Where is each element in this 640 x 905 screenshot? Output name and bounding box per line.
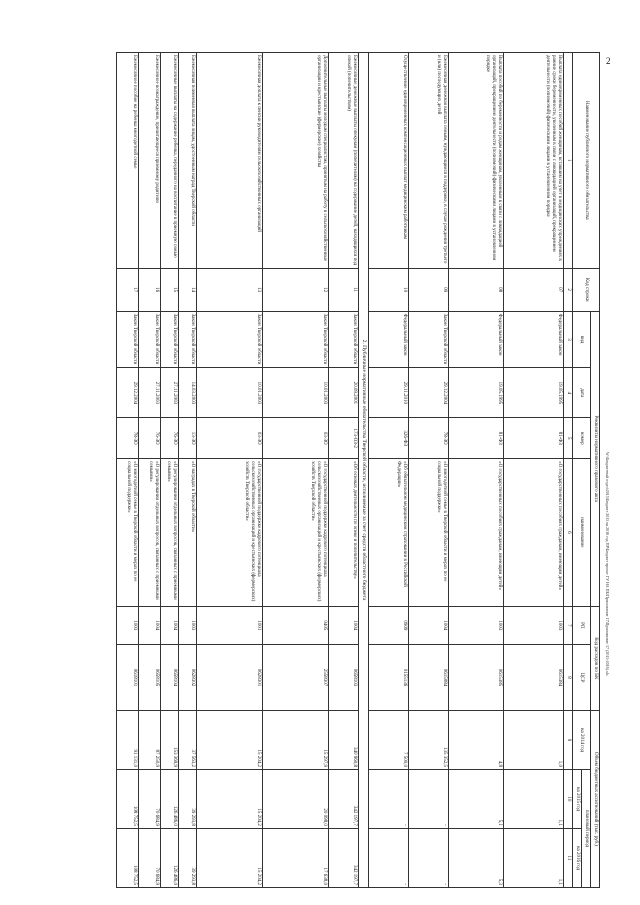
row-csr: 0658105 bbox=[139, 645, 161, 711]
index-cell: 8 bbox=[564, 645, 573, 711]
row-act-date: 29.11.2010 bbox=[369, 368, 409, 418]
row-act-title: «О государственных пособиях гражданам, имеющим детей» bbox=[504, 459, 564, 606]
row-act-title: «О государственных пособиях гражданам, имеющим детей» bbox=[449, 459, 504, 606]
index-cell: 9 bbox=[564, 710, 573, 769]
row-code: 13 bbox=[197, 268, 263, 311]
row-rp: 1004 bbox=[139, 606, 161, 645]
row-act-date: 19.05.1995 bbox=[504, 368, 564, 418]
row-act-date: 20.09.2001 bbox=[329, 368, 359, 418]
table-row bbox=[369, 53, 409, 888]
row-act-number: 03-ЗО bbox=[197, 418, 263, 459]
row-act-date: 10.01.2003 bbox=[197, 368, 263, 418]
row-act-number: 78-ЗО bbox=[409, 418, 449, 459]
header-rp: РП bbox=[573, 606, 591, 645]
row-act-type: Закон Тверской области bbox=[263, 311, 329, 368]
index-cell: 3 bbox=[564, 311, 573, 368]
table-row bbox=[329, 53, 359, 888]
row-act-type: Закон Тверской области bbox=[161, 311, 179, 368]
index-cell: 1 bbox=[564, 53, 573, 269]
row-act-type: Закон Тверской области bbox=[117, 311, 139, 368]
row-value-2014: 37 563,2 bbox=[179, 710, 197, 769]
row-value-2015: 126 486,0 bbox=[161, 769, 179, 828]
table-row bbox=[263, 53, 329, 888]
header-vid: вид bbox=[573, 311, 591, 368]
table-row bbox=[161, 53, 179, 888]
row-rp: 0909 bbox=[369, 606, 409, 645]
row-value-2015: 39 293,8 bbox=[179, 769, 197, 828]
index-cell: 7 bbox=[564, 606, 573, 645]
row-value-2015: 15 204,2 bbox=[197, 769, 263, 828]
row-name: Дополнительные выплаты молодым специалистам, принятым на работу в сельскохозяйственные организации и крестьянские (фермерские) хозяйства bbox=[263, 53, 329, 269]
header-code: Код строки bbox=[573, 268, 600, 311]
row-act-date: 29.12.2004 bbox=[409, 368, 449, 418]
row-name: Ежемесячное пособие на ребенка многодетной семье bbox=[117, 53, 139, 269]
row-value-2014: 87 250,9 bbox=[139, 710, 161, 769]
row-code: 12 bbox=[263, 268, 329, 311]
row-rp: 1003 bbox=[449, 606, 504, 645]
section-1-rows bbox=[369, 53, 564, 888]
row-csr: 2558307 bbox=[263, 645, 329, 711]
header-2014: на 2014 год bbox=[573, 710, 591, 769]
row-csr: 0628302 bbox=[179, 645, 197, 711]
row-name: Ежемесячные денежные выплаты опекунам (попечителям) на содержание детей, находящихся под опекой (попечительством) bbox=[329, 53, 359, 269]
row-name: Осуществление единовременных компенсационных выплат медицинским работникам bbox=[369, 53, 409, 269]
row-value-2015: 342 197,7 bbox=[329, 769, 359, 828]
index-cell: 4 bbox=[564, 368, 573, 418]
row-act-type: Федеральный закон bbox=[449, 311, 504, 368]
row-code: 15 bbox=[161, 268, 179, 311]
row-act-date: 29.12.2004 bbox=[117, 368, 139, 418]
table-row bbox=[117, 53, 139, 888]
index-cell: 11 bbox=[564, 828, 573, 887]
row-rp: 1004 bbox=[161, 606, 179, 645]
row-act-title: «О наградах в Тверской области» bbox=[179, 459, 197, 606]
index-row bbox=[564, 53, 573, 888]
row-code: 14 bbox=[179, 268, 197, 311]
row-code: 11 bbox=[329, 268, 359, 311]
row-act-type: Закон Тверской области bbox=[409, 311, 449, 368]
row-code: 09 bbox=[409, 268, 449, 311]
row-act-type: Закон Тверской области bbox=[197, 311, 263, 368]
header-title: наименование bbox=[573, 459, 591, 606]
row-value-2016: 70 684,9 bbox=[139, 828, 161, 887]
row-act-number: 173-ОЗ-2 bbox=[329, 418, 359, 459]
row-act-number: 13-ЗО bbox=[179, 418, 197, 459]
header-number: номер bbox=[573, 418, 591, 459]
budget-table-page bbox=[24, 52, 600, 888]
row-value-2016: 126 486,0 bbox=[161, 828, 179, 887]
header-csr: ЦСР bbox=[573, 645, 591, 711]
row-code: 17 bbox=[117, 268, 139, 311]
row-csr: 0155136 bbox=[369, 645, 409, 711]
row-value-2014: 15 297,9 bbox=[263, 710, 329, 769]
page-number: 2 bbox=[606, 56, 611, 66]
section-2-heading: 2. Публичные нормативные обязательства Тверской области, исполняемые за счет средств областного бюджета bbox=[359, 53, 369, 888]
row-act-date: 19.05.1995 bbox=[449, 368, 504, 418]
row-value-2015: 20 098,0 bbox=[263, 769, 329, 828]
row-value-2014: 7 500,0 bbox=[369, 710, 409, 769]
row-value-2015: - bbox=[369, 769, 409, 828]
row-csr: 0615384 bbox=[504, 645, 564, 711]
row-name: Ежемесячное вознаграждение, причитающееся приемному родителю bbox=[139, 53, 161, 269]
row-act-title: «Об обязательном медицинском страховании в Российской Федерации» bbox=[369, 459, 409, 606]
row-act-type: Федеральный закон bbox=[369, 311, 409, 368]
table-row bbox=[504, 53, 564, 888]
row-value-2016: 39 293,8 bbox=[179, 828, 197, 887]
table-row bbox=[409, 53, 449, 888]
row-act-number: 03-ЗО bbox=[263, 418, 329, 459]
index-cell: 2 bbox=[564, 268, 573, 311]
section-heading-row bbox=[359, 53, 369, 888]
row-value-2016: 15 204,2 bbox=[197, 828, 263, 887]
row-value-2014: 340 960,8 bbox=[329, 710, 359, 769]
header-2015: на 2015 год bbox=[573, 769, 582, 828]
row-name: Выплата единовременных пособий женщинам, вставшим на учет в медицинских учреждениях в ранние сроки беременности, уволенным в связи с ликвидацией организаций, прекращением деятельности (полномочий) физическими лицами в установленном порядке bbox=[504, 53, 564, 269]
row-code: 07 bbox=[504, 268, 564, 311]
file-path-text: W:\Бюджетный отдел\2015\Бюджет 2015 на 2016 год ПР\Бюджет проект ГУ НА ПБ\Приложение 17\Приложение 17 (2015-2016).xls bbox=[605, 452, 610, 676]
row-act-number: 326-ФЗ bbox=[369, 418, 409, 459]
row-rp: 1001 bbox=[197, 606, 263, 645]
row-rp: 1003 bbox=[504, 606, 564, 645]
row-value-2014: 1,0 bbox=[504, 710, 564, 769]
row-value-2016: 108 752,5 bbox=[117, 828, 139, 887]
row-csr: 0618101 bbox=[117, 645, 139, 711]
header-date: дата bbox=[573, 368, 591, 418]
row-value-2016: 1,1 bbox=[504, 828, 564, 887]
header-name: Наименование публичного нормативного обязательства bbox=[573, 53, 600, 269]
table-row bbox=[449, 53, 504, 888]
row-value-2014: 153 369,9 bbox=[161, 710, 179, 769]
row-value-2014: 91 131,0 bbox=[117, 710, 139, 769]
row-rp: 1003 bbox=[117, 606, 139, 645]
row-act-number: 81-ФЗ bbox=[449, 418, 504, 459]
row-value-2015: 108 752,5 bbox=[117, 769, 139, 828]
row-act-title: «О многодетной семье в Тверской области и мерах по ее социальной поддержке» bbox=[117, 459, 139, 606]
row-act-number: 81-ФЗ bbox=[504, 418, 564, 459]
row-value-2014: 4,8 bbox=[449, 710, 504, 769]
header-volume: Объем бюджетных ассигнований (тыс. руб.) bbox=[591, 710, 600, 887]
row-act-title: «О государственной поддержке кадрового потенциала сельскохозяйственных организаций и крестьянских (фермерских) хозяйств Тверской области» bbox=[263, 459, 329, 606]
index-cell: 5 bbox=[564, 418, 573, 459]
row-act-title: «О государственной поддержке кадрового потенциала сельскохозяйственных организаций и крестьянских (фермерских) хозяйств Тверской области» bbox=[197, 459, 263, 606]
table-row bbox=[179, 53, 197, 888]
row-act-title: «О регулировании отдельных вопросов, связанных с приемными семьями» bbox=[139, 459, 161, 606]
row-act-title: «О многодетной семье в Тверской области и мерах по ее социальной поддержке» bbox=[409, 459, 449, 606]
row-value-2016: 17 638,0 bbox=[263, 828, 329, 887]
row-value-2016: 342 197,7 bbox=[329, 828, 359, 887]
row-csr: 0628301 bbox=[197, 645, 263, 711]
row-rp: 0405 bbox=[263, 606, 329, 645]
row-act-date: 27.11.2003 bbox=[161, 368, 179, 418]
row-rp: 1004 bbox=[409, 606, 449, 645]
row-value-2014: 15 204,2 bbox=[197, 710, 263, 769]
row-act-date: 10.01.2003 bbox=[263, 368, 329, 418]
row-value-2015: 70 684,9 bbox=[139, 769, 161, 828]
row-act-type: Федеральный закон bbox=[504, 311, 564, 368]
row-act-type: Закон Тверской области bbox=[329, 311, 359, 368]
row-act-type: Закон Тверской области bbox=[179, 311, 197, 368]
row-value-2016: 5,3 bbox=[449, 828, 504, 887]
row-value-2015: - bbox=[409, 769, 449, 828]
index-cell: 10 bbox=[564, 769, 573, 828]
budget-table bbox=[116, 52, 600, 888]
row-act-title: «Об основах деятельности по опеке и попечительству» bbox=[329, 459, 359, 606]
header-planned: плановый период bbox=[582, 769, 591, 887]
header-2016: на 2016 год bbox=[573, 828, 582, 887]
header-kod-bk: Код расходов по БК bbox=[591, 606, 600, 710]
row-csr: 0615084 bbox=[409, 645, 449, 711]
row-code: 08 bbox=[449, 268, 504, 311]
row-rp: 1004 bbox=[329, 606, 359, 645]
row-code: 10 bbox=[369, 268, 409, 311]
section-2-rows bbox=[117, 53, 359, 888]
row-act-number: 76-ЗО bbox=[139, 418, 161, 459]
row-value-2015: 5,1 bbox=[449, 769, 504, 828]
row-csr: 0658103 bbox=[329, 645, 359, 711]
row-value-2015: 1,1 bbox=[504, 769, 564, 828]
row-name: Выплата пособий по беременности и родам женщинам, уволенным в связи с ликвидацией организаций, прекращением деятельности (полномочий) физическими лицами в установленном порядке bbox=[449, 53, 504, 269]
row-value-2016: - bbox=[369, 828, 409, 887]
row-name: Ежемесячная поименная выплата лицам, удостоенным наград Тверской области bbox=[179, 53, 197, 269]
row-act-title: «О регулировании отдельных вопросов, связанных с приемными семьями» bbox=[161, 459, 179, 606]
table-row bbox=[197, 53, 263, 888]
header-requisites: Реквизиты нормативного правового акта bbox=[591, 311, 600, 606]
row-act-number: 78-ЗО bbox=[117, 418, 139, 459]
table-row bbox=[139, 53, 161, 888]
file-path-footer bbox=[602, 452, 610, 892]
header-row-1 bbox=[591, 53, 600, 888]
row-act-number: 76-ЗО bbox=[161, 418, 179, 459]
row-act-date: 14.03.2003 bbox=[179, 368, 197, 418]
row-act-date: 27.11.2003 bbox=[139, 368, 161, 418]
index-cell: 6 bbox=[564, 459, 573, 606]
row-act-type: Закон Тверской области bbox=[139, 311, 161, 368]
row-value-2016: - bbox=[409, 828, 449, 887]
row-name: Ежемесячная денежная выплата семьям, нуждающимся в поддержке, в случае рождения третьего и (или) последующих детей bbox=[409, 53, 449, 269]
row-name: Ежемесячная доплата к пенсии руководителям сельскохозяйственных организаций bbox=[197, 53, 263, 269]
row-value-2014: 135 352,5 bbox=[409, 710, 449, 769]
row-csr: 0658104 bbox=[161, 645, 179, 711]
row-rp: 1003 bbox=[179, 606, 197, 645]
row-name: Ежемесячные выплаты на содержание ребенка, переданного на воспитание в приемную семью bbox=[161, 53, 179, 269]
row-csr: 0615385 bbox=[449, 645, 504, 711]
row-code: 16 bbox=[139, 268, 161, 311]
